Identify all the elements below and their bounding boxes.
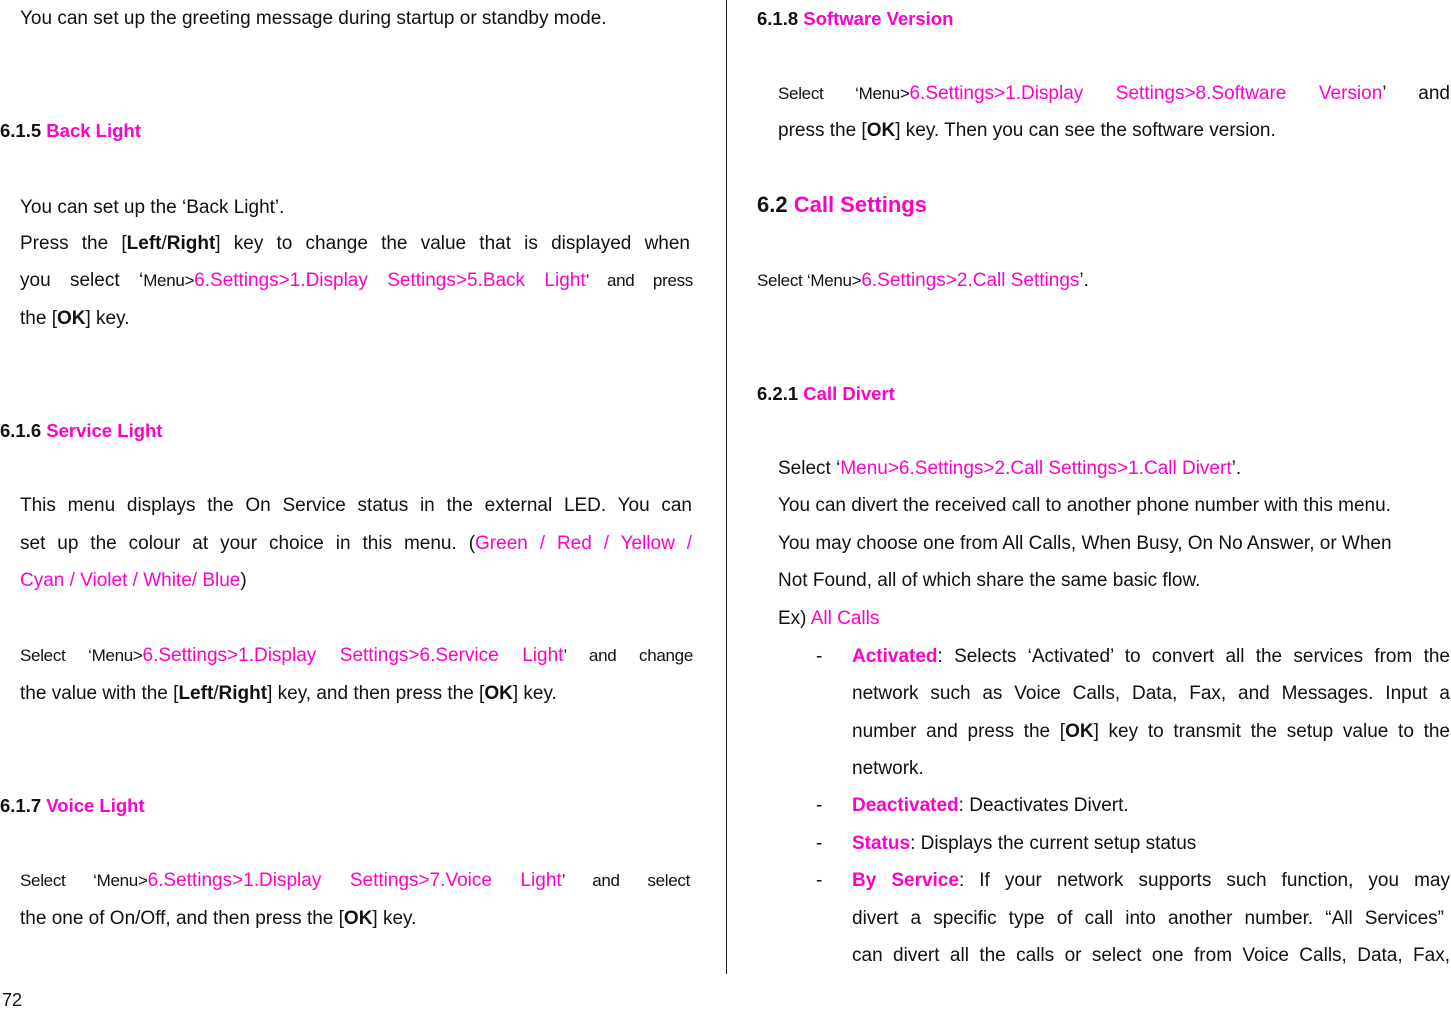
paragraph: Select ‘Menu>6.Settings>1.Display Settings>7.Voice Light’ and select	[20, 870, 690, 891]
page-number: 72	[2, 990, 23, 1010]
intro-text: You can set up the greeting message during startup or standby mode.	[20, 8, 607, 29]
paragraph: You can set up the ‘Back Light’.	[20, 197, 285, 218]
section-heading-6-2: 6.2 Call Settings	[757, 192, 927, 217]
list-item-deactivated: Deactivated: Deactivates Divert.	[852, 795, 1129, 816]
paragraph: You can divert the received call to another phone number with this menu.	[778, 495, 1391, 516]
paragraph: the value with the [Left/Right] key, and then press the [OK] key.	[20, 683, 557, 704]
paragraph: Select ‘Menu>6.Settings>2.Call Settings>1.Call Divert’.	[778, 458, 1242, 479]
paragraph: Select ‘Menu>6.Settings>1.Display Settings>6.Service Light’ and change	[20, 645, 693, 666]
paragraph: Not Found, all of which share the same basic flow.	[778, 570, 1201, 591]
paragraph: network such as Voice Calls, Data, Fax, and Messages. Input a	[852, 683, 1450, 704]
list-item-by-service: By Service: If your network supports such function, you may	[852, 870, 1450, 891]
section-heading-6-1-5: 6.1.5 Back Light	[0, 120, 141, 141]
bullet-dash: -	[816, 833, 823, 854]
paragraph: Select ‘Menu>6.Settings>1.Display Settings>8.Software Version’ and	[778, 83, 1450, 104]
paragraph: network.	[852, 758, 924, 779]
paragraph: Cyan / Violet / White/ Blue)	[20, 570, 247, 591]
paragraph: You may choose one from All Calls, When Busy, On No Answer, or When	[778, 533, 1392, 554]
bullet-dash: -	[816, 870, 823, 891]
paragraph: number and press the [OK] key to transmit the setup value to the	[852, 721, 1451, 742]
paragraph: press the [OK] key. Then you can see the software version.	[778, 120, 1276, 141]
paragraph: the [OK] key.	[20, 308, 130, 329]
paragraph: Select ‘Menu>6.Settings>2.Call Settings’.	[757, 270, 1089, 291]
section-heading-6-1-7: 6.1.7 Voice Light	[0, 795, 145, 816]
bullet-dash: -	[816, 795, 823, 816]
list-item-status: Status: Displays the current setup status	[852, 833, 1197, 854]
paragraph: the one of On/Off, and then press the [OK] key.	[20, 908, 417, 929]
column-divider	[726, 0, 727, 974]
paragraph: can divert all the calls or select one from Voice Calls, Data, Fax,	[852, 945, 1450, 966]
paragraph: Press the [Left/Right] key to change the value that is displayed when	[20, 233, 690, 254]
example-line: Ex) All Calls	[778, 608, 880, 629]
paragraph: set up the colour at your choice in this menu. (Green / Red / Yellow /	[20, 533, 692, 554]
list-item-activated: Activated: Selects ‘Activated’ to convert all the services from the	[852, 646, 1450, 667]
section-heading-6-2-1: 6.2.1 Call Divert	[757, 383, 895, 404]
paragraph: you select ‘Menu>6.Settings>1.Display Settings>5.Back Light’ and press	[20, 270, 693, 291]
section-heading-6-1-8: 6.1.8 Software Version	[757, 8, 954, 29]
paragraph: divert a specific type of call into another number. “All Services”	[852, 908, 1444, 929]
paragraph: This menu displays the On Service status in the external LED. You can	[20, 495, 692, 516]
bullet-dash: -	[816, 646, 823, 667]
section-heading-6-1-6: 6.1.6 Service Light	[0, 420, 163, 441]
